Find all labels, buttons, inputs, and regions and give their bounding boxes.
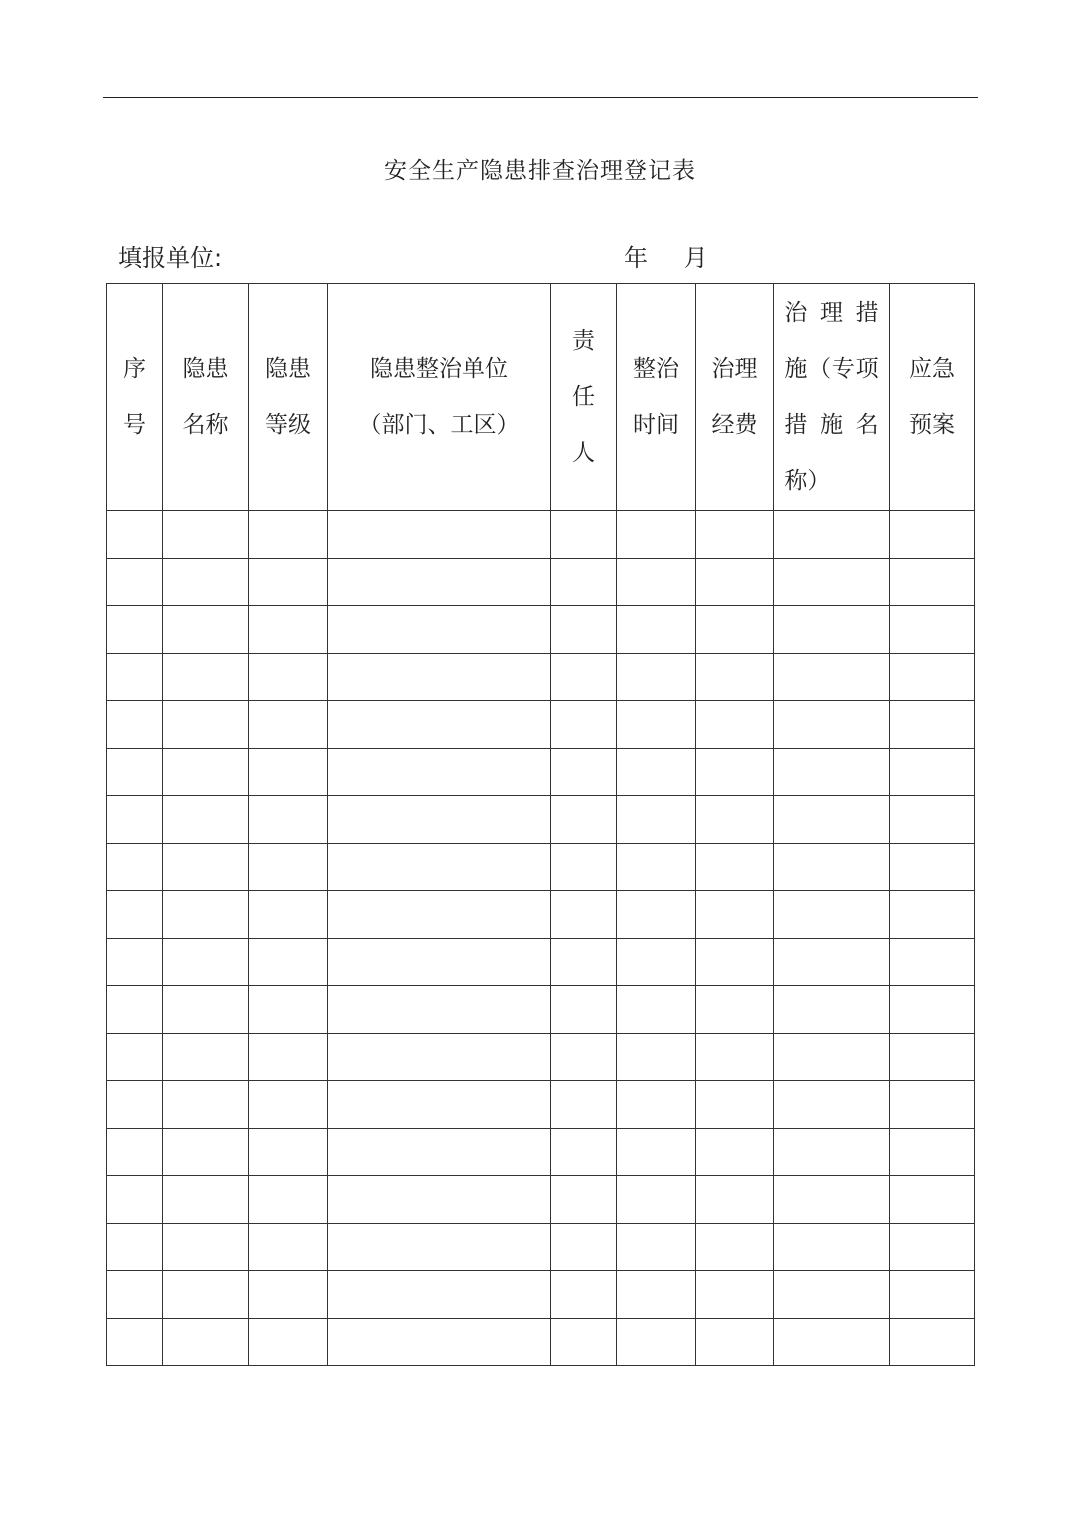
table-cell[interactable]: [551, 986, 617, 1034]
table-cell[interactable]: [890, 558, 975, 606]
table-cell[interactable]: [107, 1271, 163, 1319]
table-cell[interactable]: [107, 653, 163, 701]
table-cell[interactable]: [890, 1318, 975, 1366]
table-cell[interactable]: [249, 1033, 328, 1081]
table-cell[interactable]: [163, 1318, 249, 1366]
table-cell[interactable]: [696, 653, 774, 701]
table-cell[interactable]: [107, 1176, 163, 1224]
table-cell[interactable]: [328, 1318, 551, 1366]
table-cell[interactable]: [890, 1223, 975, 1271]
table-cell[interactable]: [617, 986, 696, 1034]
table-cell[interactable]: [696, 1081, 774, 1129]
table-cell[interactable]: [328, 986, 551, 1034]
table-row: [107, 1318, 975, 1366]
table-cell[interactable]: [696, 938, 774, 986]
table-cell[interactable]: [249, 511, 328, 559]
table-cell[interactable]: [107, 558, 163, 606]
table-cell[interactable]: [249, 938, 328, 986]
table-cell[interactable]: [328, 558, 551, 606]
table-cell[interactable]: [696, 606, 774, 654]
table-cell[interactable]: [774, 1223, 890, 1271]
table-cell[interactable]: [617, 1033, 696, 1081]
table-row: [107, 701, 975, 749]
table-row: [107, 1033, 975, 1081]
table-cell[interactable]: [163, 701, 249, 749]
table-cell[interactable]: [551, 748, 617, 796]
table-cell[interactable]: [696, 558, 774, 606]
table-cell[interactable]: [774, 1081, 890, 1129]
table-cell[interactable]: [774, 1176, 890, 1224]
table-cell[interactable]: [163, 653, 249, 701]
table-cell[interactable]: [551, 1223, 617, 1271]
table-cell[interactable]: [328, 653, 551, 701]
table-row: [107, 843, 975, 891]
table-cell[interactable]: [107, 1223, 163, 1271]
header-responsible-person: 责任人: [551, 284, 617, 511]
table-cell[interactable]: [328, 843, 551, 891]
table-cell[interactable]: [696, 1223, 774, 1271]
header-rectification-time: 整治时间: [617, 284, 696, 511]
table-cell[interactable]: [890, 701, 975, 749]
year-label: 年: [624, 244, 648, 272]
table-cell[interactable]: [328, 701, 551, 749]
table-cell[interactable]: [774, 653, 890, 701]
table-cell[interactable]: [551, 1318, 617, 1366]
table-row: [107, 653, 975, 701]
table-cell[interactable]: [774, 1271, 890, 1319]
table-cell[interactable]: [551, 1176, 617, 1224]
table-cell[interactable]: [890, 1128, 975, 1176]
table-row: [107, 1176, 975, 1224]
table-cell[interactable]: [617, 1128, 696, 1176]
month-label: 月: [683, 244, 708, 272]
header-rectification-unit: 隐患整治单位（部门、工区）: [328, 284, 551, 511]
table-cell[interactable]: [249, 1223, 328, 1271]
table-cell[interactable]: [696, 1271, 774, 1319]
table-cell[interactable]: [107, 511, 163, 559]
table-cell[interactable]: [551, 796, 617, 844]
fill-unit-label: 填报单位:: [118, 244, 223, 272]
table-cell[interactable]: [890, 796, 975, 844]
table-cell[interactable]: [249, 1318, 328, 1366]
table-cell[interactable]: [551, 843, 617, 891]
table-cell[interactable]: [890, 1271, 975, 1319]
table-cell[interactable]: [617, 558, 696, 606]
table-cell[interactable]: [163, 986, 249, 1034]
table-cell[interactable]: [617, 748, 696, 796]
table-cell[interactable]: [328, 1128, 551, 1176]
table-cell[interactable]: [617, 511, 696, 559]
table-cell[interactable]: [328, 1081, 551, 1129]
table-cell[interactable]: [696, 1033, 774, 1081]
table-cell[interactable]: [617, 1318, 696, 1366]
table-cell[interactable]: [774, 558, 890, 606]
table-cell[interactable]: [774, 796, 890, 844]
table-cell[interactable]: [890, 606, 975, 654]
table-cell[interactable]: [774, 1318, 890, 1366]
table-cell[interactable]: [774, 748, 890, 796]
table-cell[interactable]: [617, 606, 696, 654]
header-hazard-level: 隐患等级: [249, 284, 328, 511]
table-cell[interactable]: [551, 891, 617, 939]
table-cell[interactable]: [163, 1223, 249, 1271]
table-cell[interactable]: [696, 1128, 774, 1176]
table-cell[interactable]: [163, 1033, 249, 1081]
table-cell[interactable]: [890, 1081, 975, 1129]
table-cell[interactable]: [328, 1033, 551, 1081]
table-cell[interactable]: [107, 1128, 163, 1176]
table-cell[interactable]: [107, 891, 163, 939]
table-cell[interactable]: [617, 796, 696, 844]
table-cell[interactable]: [107, 701, 163, 749]
table-cell[interactable]: [890, 938, 975, 986]
table-cell[interactable]: [890, 653, 975, 701]
table-cell[interactable]: [890, 1033, 975, 1081]
table-cell[interactable]: [696, 1318, 774, 1366]
table-cell[interactable]: [328, 511, 551, 559]
header-hazard-name: 隐患名称: [163, 284, 249, 511]
table-cell[interactable]: [107, 796, 163, 844]
table-cell[interactable]: [774, 986, 890, 1034]
table-cell[interactable]: [163, 1081, 249, 1129]
table-cell[interactable]: [696, 748, 774, 796]
table-cell[interactable]: [107, 1033, 163, 1081]
table-cell[interactable]: [890, 511, 975, 559]
table-cell[interactable]: [107, 986, 163, 1034]
table-cell[interactable]: [328, 748, 551, 796]
table-cell[interactable]: [163, 606, 249, 654]
table-cell[interactable]: [774, 891, 890, 939]
table-cell[interactable]: [617, 1271, 696, 1319]
table-row: [107, 986, 975, 1034]
table-row: [107, 748, 975, 796]
table-cell[interactable]: [163, 1128, 249, 1176]
table-cell[interactable]: [328, 1176, 551, 1224]
table-row: [107, 1271, 975, 1319]
table-cell[interactable]: [617, 653, 696, 701]
table-cell[interactable]: [774, 511, 890, 559]
table-cell[interactable]: [551, 606, 617, 654]
document-title: 安全生产隐患排查治理登记表: [384, 158, 696, 184]
table-cell[interactable]: [249, 796, 328, 844]
table-cell[interactable]: [163, 748, 249, 796]
table-cell[interactable]: [774, 701, 890, 749]
table-cell[interactable]: [249, 606, 328, 654]
table-cell[interactable]: [249, 653, 328, 701]
table-row: [107, 1128, 975, 1176]
table-row: [107, 558, 975, 606]
table-cell[interactable]: [551, 558, 617, 606]
table-row: [107, 606, 975, 654]
table-cell[interactable]: [551, 938, 617, 986]
table-cell[interactable]: [107, 1081, 163, 1129]
table-cell[interactable]: [774, 1128, 890, 1176]
table-cell[interactable]: [249, 1271, 328, 1319]
table-cell[interactable]: [249, 1128, 328, 1176]
table-cell[interactable]: [774, 843, 890, 891]
table-cell[interactable]: [328, 891, 551, 939]
table-row: [107, 511, 975, 559]
table-cell[interactable]: [617, 891, 696, 939]
table-cell[interactable]: [774, 938, 890, 986]
table-cell[interactable]: [107, 606, 163, 654]
table-cell[interactable]: [890, 986, 975, 1034]
table-row: [107, 1223, 975, 1271]
header-emergency-plan: 应急预案: [890, 284, 975, 511]
table-cell[interactable]: [696, 511, 774, 559]
table-cell[interactable]: [163, 843, 249, 891]
table-cell[interactable]: [249, 558, 328, 606]
table-cell[interactable]: [890, 891, 975, 939]
table-cell[interactable]: [328, 606, 551, 654]
table-cell[interactable]: [163, 1271, 249, 1319]
table-row: [107, 1081, 975, 1129]
table-cell[interactable]: [617, 938, 696, 986]
table-cell[interactable]: [249, 1081, 328, 1129]
table-row: [107, 938, 975, 986]
table-cell[interactable]: [696, 843, 774, 891]
table-cell[interactable]: [551, 701, 617, 749]
table-cell[interactable]: [249, 986, 328, 1034]
table-cell[interactable]: [163, 891, 249, 939]
table-cell[interactable]: [249, 701, 328, 749]
table-cell[interactable]: [328, 1223, 551, 1271]
table-cell[interactable]: [774, 606, 890, 654]
table-row: [107, 796, 975, 844]
table-cell[interactable]: [328, 1271, 551, 1319]
table-cell[interactable]: [551, 653, 617, 701]
table-cell[interactable]: [163, 796, 249, 844]
table-cell[interactable]: [696, 891, 774, 939]
table-cell[interactable]: [551, 511, 617, 559]
table-cell[interactable]: [696, 986, 774, 1034]
table-cell[interactable]: [617, 843, 696, 891]
table-cell[interactable]: [890, 843, 975, 891]
table-cell[interactable]: [163, 558, 249, 606]
table-cell[interactable]: [249, 1176, 328, 1224]
header-treatment-measures: 治 理 措 施（专项措 施 名 称）: [774, 284, 890, 511]
table-cell[interactable]: [328, 796, 551, 844]
table-cell[interactable]: [551, 1271, 617, 1319]
table-cell[interactable]: [163, 511, 249, 559]
table-cell[interactable]: [249, 843, 328, 891]
register-table: [106, 283, 975, 1366]
table-cell[interactable]: [551, 1033, 617, 1081]
table-cell[interactable]: [328, 938, 551, 986]
table-cell[interactable]: [249, 748, 328, 796]
table-cell[interactable]: [107, 1318, 163, 1366]
table-cell[interactable]: [890, 1176, 975, 1224]
table-cell[interactable]: [774, 1033, 890, 1081]
table-cell[interactable]: [163, 1176, 249, 1224]
table-cell[interactable]: [696, 701, 774, 749]
table-cell[interactable]: [696, 796, 774, 844]
table-cell[interactable]: [107, 843, 163, 891]
table-cell[interactable]: [551, 1081, 617, 1129]
table-cell[interactable]: [890, 748, 975, 796]
table-body: [107, 511, 975, 1366]
table-cell[interactable]: [107, 938, 163, 986]
table-header-row: [107, 284, 975, 511]
header-serial-no: 序号: [107, 284, 163, 511]
table-cell[interactable]: [617, 701, 696, 749]
table-cell[interactable]: [249, 891, 328, 939]
table-row: [107, 891, 975, 939]
header-rule: [103, 97, 978, 98]
date-labels: [624, 238, 708, 273]
header-treatment-funds: 治理经费: [696, 284, 774, 511]
table-cell[interactable]: [551, 1128, 617, 1176]
table-cell[interactable]: [696, 1176, 774, 1224]
table-cell[interactable]: [617, 1176, 696, 1224]
table-cell[interactable]: [617, 1223, 696, 1271]
table-cell[interactable]: [107, 748, 163, 796]
table-cell[interactable]: [617, 1081, 696, 1129]
table-cell[interactable]: [163, 938, 249, 986]
